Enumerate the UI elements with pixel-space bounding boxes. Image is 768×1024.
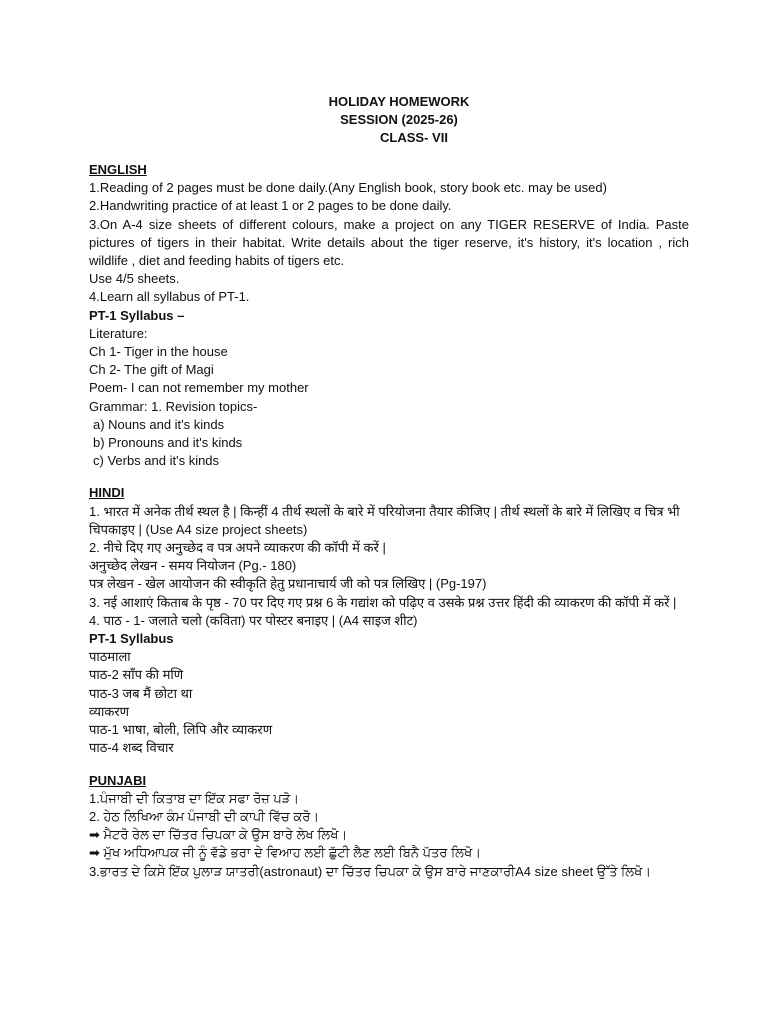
hindi-line: पत्र लेखन - खेल आयोजन की स्वीकृति हेतु प्रधानाचार्य जी को पत्र लिखिए | (Pg-197): [89, 576, 487, 592]
hindi-line: 3. नई आशाएं किताब के पृष्ठ - 70 पर दिए गए प्रश्न 6 के गद्यांश को पढ़िए व उसके प्रश्न उत्तर हिंदी की व्याकरण की कॉपी में करें |: [89, 594, 677, 610]
punjabi-section: [89, 772, 689, 881]
english-line: PT-1 Syllabus –: [89, 307, 185, 323]
punjabi-line: ➡ ਮੁੱਖ ਅਧਿਆਪਕ ਜੀ ਨੂੰ ਵੱਡੇ ਭਰਾ ਦੇ ਵਿਆਹ ਲਈ ਛੁੱਟੀ ਲੈਣ ਲਈ ਬਿਨੈ ਪੱਤਰ ਲਿਖੋ।: [89, 845, 481, 861]
english-title: ENGLISH: [89, 162, 147, 177]
english-line: Ch 1- Tiger in the house: [89, 344, 228, 360]
english-line: Poem- I can not remember my mother: [89, 380, 309, 396]
english-line: c) Verbs and it's kinds: [93, 453, 220, 469]
english-line: 1.Reading of 2 pages must be done daily.(Any English book, story book etc. may be used): [89, 180, 607, 196]
hindi-line: अनुच्छेद लेखन - समय नियोजन (Pg.- 180): [89, 558, 297, 574]
hindi-line: पाठ-2 साँप की मणि: [89, 667, 184, 683]
punjabi-line: 3.ਭਾਰਤ ਦੇ ਕਿਸੇ ਇੱਕ ਪੁਲਾੜ ਯਾਤਰੀ(astronaut) ਦਾ ਚਿੱਤਰ ਚਿਪਕਾ ਕੇ ਉਸ ਬਾਰੇ ਜਾਣਕਾਰੀA4 size sheet ਉੱਤੇ ਲਿਖੋ।: [89, 863, 652, 879]
hindi-line: पाठ-3 जब मैं छोटा था: [89, 685, 193, 701]
hindi-line: पाठ-4 शब्द विचार: [89, 740, 174, 756]
hindi-title: HINDI: [89, 485, 125, 501]
hindi-line: 2. नीचे दिए गए अनुच्छेद व पत्र अपने व्याकरण की कॉपी में करें |: [89, 540, 386, 556]
punjabi-line: ➡ ਮੈਟਰੋ ਰੇਲ ਦਾ ਚਿੱਤਰ ਚਿਪਕਾ ਕੇ ਉਸ ਬਾਰੇ ਲੇਖ ਲਿਖੋ।: [89, 827, 348, 843]
punjabi-line: 2. ਹੇਠ ਲਿਖਿਆ ਕੰਮ ਪੰਜਾਬੀ ਦੀ ਕਾਪੀ ਵਿੱਚ ਕਰੋ।: [89, 808, 320, 824]
hindi-line: 4. पाठ - 1- जलाते चलो (कविता) पर पोस्टर बनाइए | (A4 साइज शीट): [89, 612, 418, 628]
hindi-section: [89, 484, 689, 757]
punjabi-line: 1.ਪੰਜਾਬੀ ਦੀ ਕਿਤਾਬ ਦਾ ਇੱਕ ਸਫਾ ਰੋਜ਼ ਪੜੋ।: [89, 790, 299, 806]
english-section: [89, 161, 689, 470]
document-header: [109, 93, 689, 147]
english-line: b) Pronouns and it's kinds: [93, 435, 243, 451]
english-line: a) Nouns and it's kinds: [93, 416, 225, 432]
hindi-line: पाठमाला: [89, 649, 131, 665]
english-line: 4.Learn all syllabus of PT-1.: [89, 289, 250, 305]
english-line: 3.On A-4 size sheets of different colours, make a project on any TIGER RESERVE of India. Paste pictures of tigers in their habitat. Write details about the tiger reserve, it's history, it's location , rich wildlife , diet and feeding habits of tigers etc.: [89, 216, 689, 269]
document-page: [89, 93, 689, 881]
header-session: SESSION (2025-26): [340, 112, 458, 127]
english-line: Literature:: [89, 325, 148, 341]
english-line: Ch 2- The gift of Magi: [89, 362, 214, 378]
english-line: Grammar: 1. Revision topics-: [89, 398, 258, 414]
header-title: HOLIDAY HOMEWORK: [328, 94, 470, 109]
hindi-line: PT-1 Syllabus: [89, 631, 174, 647]
english-line: 2.Handwriting practice of at least 1 or 2 pages to be done daily.: [89, 198, 452, 214]
header-class: CLASS- VII: [380, 130, 448, 145]
hindi-line: व्याकरण: [89, 703, 130, 719]
english-line: Use 4/5 sheets.: [89, 271, 180, 287]
hindi-line: पाठ-1 भाषा, बोली, लिपि और व्याकरण: [89, 722, 273, 738]
hindi-line: 1. भारत में अनेक तीर्थ स्थल है | किन्हीं 4 तीर्थ स्थलों के बारे में परियोजना तैयार कीजिए | तीर्थ स्थलों के बारे में लिखिए व चित्र भी चिपकाइए | (Use A4 size project sheets): [89, 503, 680, 537]
punjabi-title: PUNJABI: [89, 772, 147, 788]
